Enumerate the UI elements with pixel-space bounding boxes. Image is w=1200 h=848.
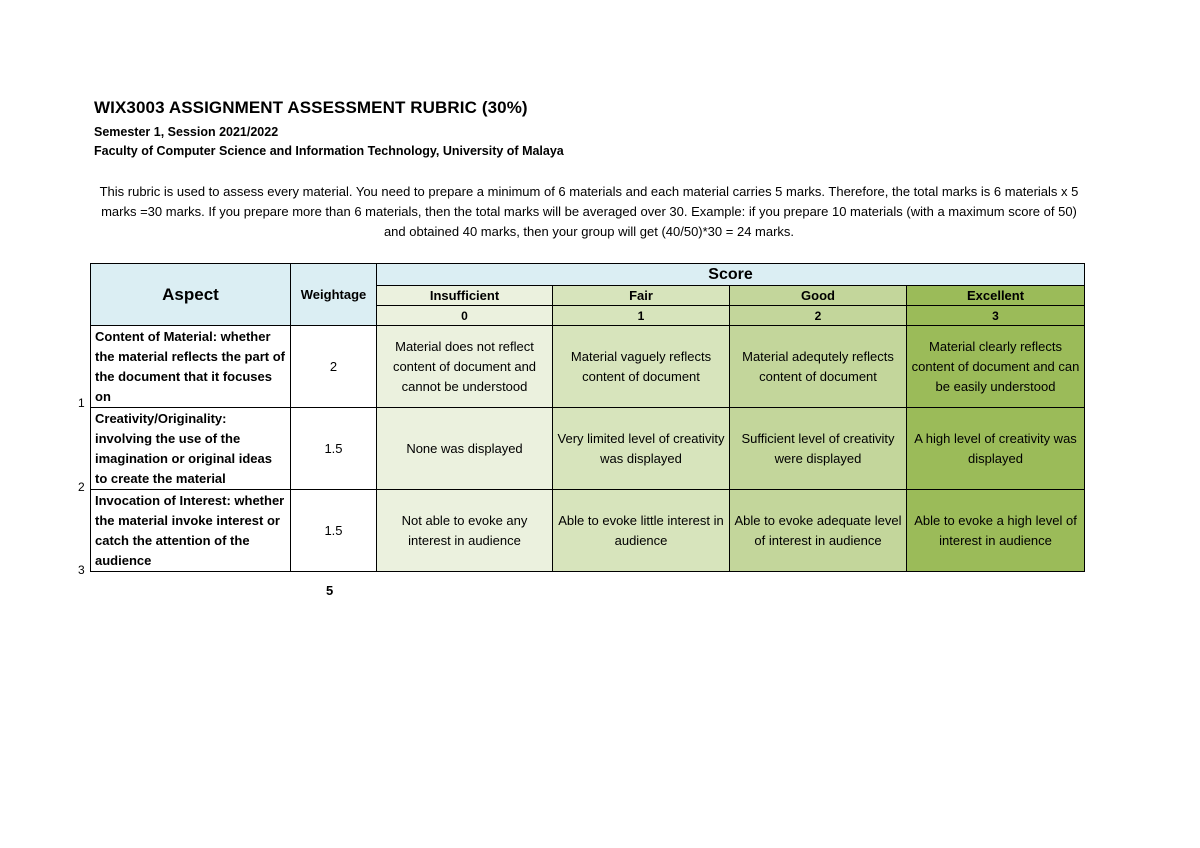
weightage-cell: 1.5 (291, 490, 377, 572)
weightage-cell: 1.5 (291, 408, 377, 490)
row-number: 1 (78, 396, 85, 410)
excellent-cell: Able to evoke a high level of interest in audience (907, 490, 1085, 572)
weightage-cell: 2 (291, 326, 377, 408)
insufficient-cell: None was displayed (377, 408, 553, 490)
score-fair: 1 (553, 306, 730, 326)
level-fair: Fair (553, 286, 730, 306)
score-good: 2 (730, 306, 907, 326)
semester-line: Semester 1, Session 2021/2022 (94, 125, 279, 139)
level-excellent: Excellent (907, 286, 1085, 306)
intro-paragraph: This rubric is used to assess every material. You need to prepare a minimum of 6 materials and each material carries 5 marks. Therefore, the total marks is 6 materials x 5 marks =30 marks. If you prepare more than 6 materials, then the total marks will be averaged over 30. Example: if you prepare 10 materials (with a maximum score of 50) and obtained 40 marks, then your group will get (40/50)*30 = 24 marks. (99, 184, 1079, 239)
weightage-header: Weightage (291, 264, 377, 326)
table-row (91, 408, 1085, 490)
fair-cell: Material vaguely reflects content of document (553, 326, 730, 408)
insufficient-cell: Material does not reflect content of document and cannot be understood (377, 326, 553, 408)
score-excellent: 3 (907, 306, 1085, 326)
table-row (91, 490, 1085, 572)
fair-cell: Able to evoke little interest in audience (553, 490, 730, 572)
aspect-cell: Invocation of Interest: whether the material invoke interest or catch the attention of the audience (91, 490, 291, 572)
aspect-header: Aspect (91, 264, 291, 326)
score-insufficient: 0 (377, 306, 553, 326)
excellent-cell: A high level of creativity was displayed (907, 408, 1085, 490)
fair-cell: Very limited level of creativity was displayed (553, 408, 730, 490)
row-number: 2 (78, 480, 85, 494)
rubric-table (90, 263, 1085, 572)
score-header: Score (377, 264, 1085, 286)
level-good: Good (730, 286, 907, 306)
table-row (91, 326, 1085, 408)
aspect-cell: Creativity/Originality: involving the use of the imagination or original ideas to create the material (91, 408, 291, 490)
insufficient-cell: Not able to evoke any interest in audience (377, 490, 553, 572)
document-title: WIX3003 ASSIGNMENT ASSESSMENT RUBRIC (30%) (94, 98, 528, 117)
good-cell: Material adequtely reflects content of document (730, 326, 907, 408)
faculty-line: Faculty of Computer Science and Information Technology, University of Malaya (94, 144, 564, 158)
good-cell: Sufficient level of creativity were displayed (730, 408, 907, 490)
total-weightage: 5 (326, 583, 334, 598)
level-insufficient: Insufficient (377, 286, 553, 306)
aspect-cell: Content of Material: whether the material reflects the part of the document that it focuses on (91, 326, 291, 408)
good-cell: Able to evoke adequate level of interest in audience (730, 490, 907, 572)
row-number: 3 (78, 563, 85, 577)
excellent-cell: Material clearly reflects content of document and can be easily understood (907, 326, 1085, 408)
